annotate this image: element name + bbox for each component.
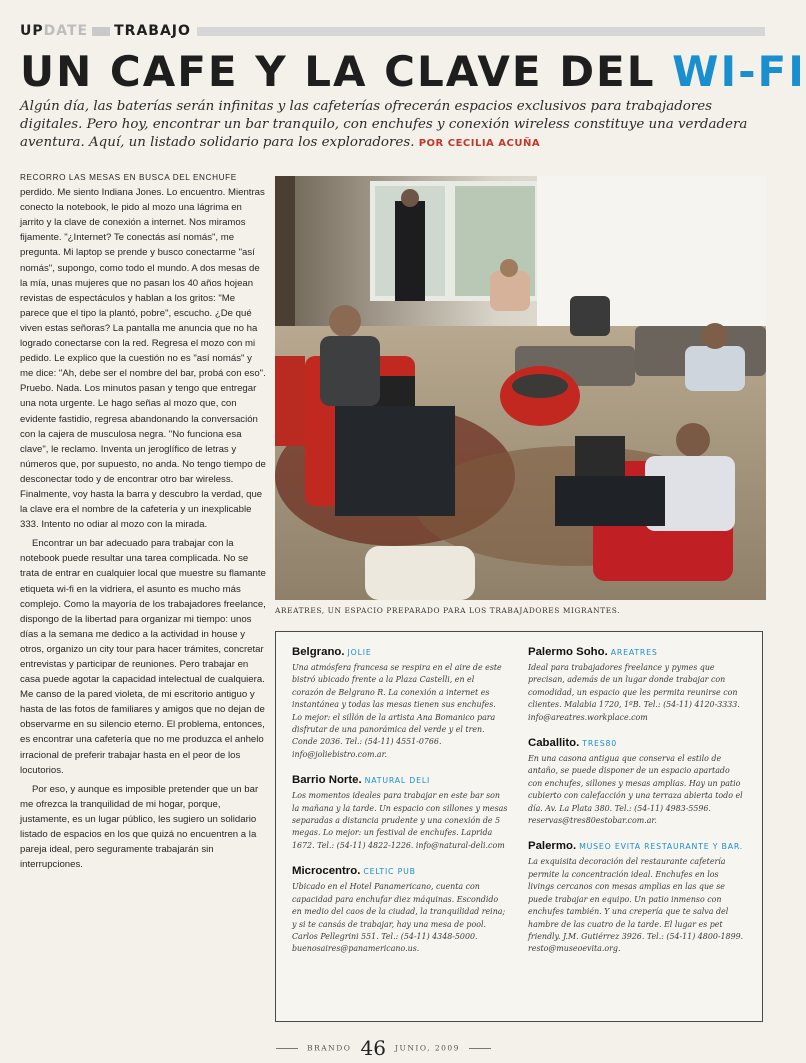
lead-in: RECORRO LAS MESAS EN BUSCA DEL ENCHUFE: [20, 173, 237, 182]
entry-description: La exquisita decoración del restaurante cafetería permite la concentración ideal. Enchufes en los livings cercanos con mesas amplias en las que se puede trabajar en equipo. Un patio inmenso con enchufes también. Y una crepería que te salva del hambre de las cuatro de la tarde. El lugar es pet friendly. J.M. Gutiérrez 3926. Tel.: (54-11) 4800-1899. resto@museoevita.org.: [528, 857, 744, 954]
section-divider: [92, 27, 110, 36]
footer-rule-left: [276, 1048, 298, 1049]
body-paragraph-3: Por eso, y aunque es imposible pretender que un bar me ofrezca la tranquilidad de mi hogar, porque, justamente, es un lugar público, les sugiero un solidario listado de espacios en los que quizá no encuentren a la pareja ideal, pero seguramente trabajarán sin interrupciones.: [20, 783, 259, 871]
entry-venue: JOLIE: [347, 648, 372, 657]
article-headline: [20, 47, 806, 96]
entry-neighborhood: Belgrano.: [292, 646, 345, 658]
section-rule: [197, 27, 765, 36]
entry-description: Ideal para trabajadores freelance y pymes que precisan, además de un lugar donde trabajar con comodidad, un espacio que les permita reunirse con clientes. Malabia 1720, 1ºB. Tel.: (54-11) 4120-3333. info@areatres.workplace.com: [528, 663, 740, 722]
deck-text: Algún día, las baterías serán infinitas y las cafeterías ofrecerán espacios exclusivos para trabajadores digitales. Pero hoy, encontrar un bar tranquilo, con enchufes y conexión wireless constituye una verdadera aventura. Aquí, un listado solidario para los exploradores.: [20, 99, 748, 150]
page-footer: [0, 1036, 767, 1060]
article-photo: [275, 176, 766, 600]
venue-guide-box: [275, 631, 763, 1022]
guide-entry: [528, 836, 744, 955]
entry-neighborhood: Palermo.: [528, 840, 577, 853]
entry-description: Una atmósfera francesa se respira en el aire de este bistró ubicado frente a la Plaza Castelli, en el corazón de Belgrano R. La conexión a internet es instantánea y todas las mesas tienen sus enchufes. Lo mejor: el sillón de la artista Ana Bomanico para disfrutar de una panorámica del verde y el tren. Conde 2036. Tel.: (54-11) 4551-0766. info@joliebistro.com.ar.: [292, 663, 502, 759]
guide-entry: [528, 733, 744, 827]
guide-column-right: [512, 632, 744, 965]
update-label: UPDATE: [20, 23, 89, 39]
guide-entry: [292, 770, 508, 852]
article-body: [20, 170, 266, 872]
entry-description: Los momentos ideales para trabajar en este bar son la mañana y la tarde. Un espacio con sillones y mesas separadas a distancia prudente y una conexión de 5 megas. Lo mejor: un festival de enchufes. Laprida 1672. Tel.: (54-11) 4822-1226. info@natural-deli.com: [292, 791, 508, 850]
page-number: 46: [360, 1036, 386, 1060]
cafe-interior-photo: [275, 176, 766, 600]
guide-column-left: [276, 632, 508, 965]
entry-venue: NATURAL DELI: [364, 776, 431, 786]
entry-venue: AREATRES: [610, 648, 658, 657]
entry-venue: CELTIC PUB: [363, 867, 416, 877]
entry-description: En una casona antigua que conserva el estilo de antaño, se puede disponer de un espacio apartado con enchufes, sillones y mesas amplias. Hay un patio cubierto con calefacción y una terraza abierta todo el día. Av. La Plata 380. Tel.: (54-11) 4983-5596. reservas@tres80estobar.com.ar.: [528, 754, 743, 826]
entry-neighborhood: Palermo Soho.: [528, 646, 608, 658]
section-name: TRABAJO: [114, 23, 191, 39]
guide-entry: [528, 642, 744, 724]
guide-entry: [292, 642, 508, 761]
entry-venue: TRES80: [582, 739, 618, 749]
headline-accent: WI-FI: [672, 47, 806, 96]
body-paragraph-1: RECORRO LAS MESAS EN BUSCA DEL ENCHUFE perdido. Me siento Indiana Jones. Lo encuentro. Mientras conecto la notebook, le pido al mozo una lágrima en jarrito y la clave de conexión a internet. Nos miramos fijamente. "¿Internet? Te conectás así nomás", me pregunta. Mi laptop se prende y busco conectarme "así nomás", supongo, como todo el mundo. A dos mesas de la mía, unas mujeres que no pasan los 40 años hojean revistas de espectáculos y hablan a los gritos: "Me parece que el tipo la plantó, pobre", escucho. ¿De qué viven estas señoras? La pantalla me anuncia que no ha logrado conectarse con la red. Regresa el mozo con mi pedido. Le explico que la cuestión no es "así nomás" y me dice: "Ah, debe ser el nombre del bar, probá con eso". Pruebo. Nada. Los minutos pasan y tengo que entregar una nota urgente. Le hago señas al mozo que, con evidente fastidio, regresa abandonando la conversación con la cajera de musculosa negra. "No funciona esa clave", le reclamo. Inventa un jeroglífico de letras y números que, por supuesto, no anda. No tengo tiempo de desconectar todo y de encontrar otro bar wireless. Finalmente, voy hasta la barra y descubro la verdad, que la clave era el nombre de la cafetería y un inexplicable 333. Intento no odiar al mozo con la mirada.: [20, 173, 266, 531]
footer-rule-right: [469, 1048, 491, 1049]
entry-venue: MUSEO EVITA RESTAURANTE Y BAR.: [579, 842, 744, 852]
guide-entry: [292, 861, 508, 955]
entry-neighborhood: Caballito.: [528, 737, 580, 750]
photo-caption: AREATRES, UN ESPACIO PREPARADO PARA LOS TRABAJADORES MIGRANTES.: [275, 606, 621, 615]
entry-neighborhood: Barrio Norte.: [292, 774, 362, 787]
entry-description: Ubicado en el Hotel Panamericano, cuenta con capacidad para enchufar diez máquinas. Escondido en medio del caos de la ciudad, la tranquilidad reina; y si te cansás de trabajar, hay una mesa de pool. Carlos Pellegrini 551. Tel.: (54-11) 4348-5000. buenosaires@panamericano.us.: [292, 882, 506, 954]
section-header: [20, 22, 765, 40]
byline: POR CECILIA ACUÑA: [418, 138, 541, 149]
entry-neighborhood: Microcentro.: [292, 865, 361, 878]
article-deck: [20, 98, 760, 153]
body-paragraph-2: Encontrar un bar adecuado para trabajar con la notebook puede resultar una tarea complicada. No se trata de entrar en cualquier local que muestre su flamante etiqueta wi-fi en la vidriera, el asunto es mucho más complejo. Como la mayoría de los trabajadores freelance, dispongo de la libertad para organizar mi tiempo: unos días a la semana me dedico a la actividad in house y otros, organizo un city tour para hacer trámites, concretar entrevistas y participar de reuniones. Pero trabajar en casa puede agotar la capacidad intelectual de cualquiera. Me canso de la pared violeta, de mi escritorio antiguo y hasta de las fotos de familiares y amigos que no dejan de observarme en su silencio eterno. El problema, entonces, es encontrar una cafetería que no me produzca el anhelo irracional de preferir trabajar hasta en el peor de los locutorios.: [20, 538, 266, 776]
magazine-name: BRANDO: [307, 1043, 352, 1053]
issue-date: JUNIO, 2009: [395, 1043, 460, 1053]
headline-main: UN CAFE Y LA CLAVE DEL: [20, 47, 656, 96]
